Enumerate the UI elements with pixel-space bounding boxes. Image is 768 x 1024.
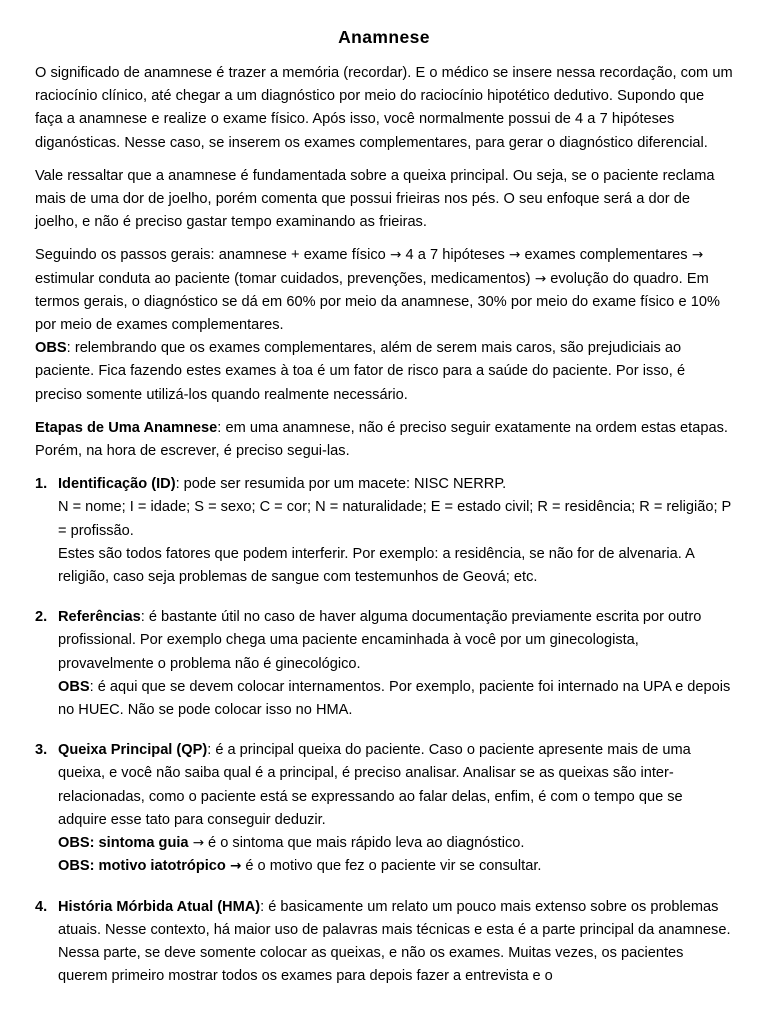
list-item-heading: História Mórbida Atual (HMA) <box>58 898 261 915</box>
page-title: Anamnese <box>338 27 430 47</box>
list-item-number: 1. <box>35 476 48 493</box>
arrow-icon: → <box>691 247 704 264</box>
arrow-icon: → <box>534 270 547 287</box>
paragraph-obs-general <box>35 337 735 407</box>
list-item-heading-line <box>58 473 735 496</box>
obs-label: OBS <box>58 678 90 695</box>
list-item-line: N = nome; I = idade; S = sexo; C = cor; N = naturalidade; E = estado civil; R = residência; R = religião; P = profissão. <box>58 499 732 539</box>
document-body <box>35 62 735 988</box>
steps-part-3: exames complementares <box>520 247 692 264</box>
list-item-heading: Queixa Principal (QP) <box>58 742 208 759</box>
arrow-icon: → <box>508 247 521 264</box>
steps-part-2: 4 a 7 hipóteses <box>401 247 509 264</box>
list-item-number: 3. <box>35 742 48 759</box>
paragraph-queixa-principal: Vale ressaltar que a anamnese é fundamentada sobre a queixa principal. Ou seja, se o paciente reclama mais de uma dor de joelho, porém comenta que possui frieiras nos pés. O seu enfoque será a dor de joelho, e não é preciso gastar tempo examinando as frieiras. <box>35 167 715 231</box>
list-item-heading-rest: : é basicamente um relato um pouco mais extenso sobre os problemas atuais. Nesse contexto, há maior uso de palavras mais técnicas e esta é a parte principal da anamnese. Nessa parte, se deve somente colocar as queixas, e não os exames. Muitas vezes, os pacientes querem primeiro mostrar todos os exames para depois fazer a entrevista e o <box>58 898 731 985</box>
obs-label: OBS <box>35 340 67 357</box>
list-item-obs <box>58 832 735 855</box>
obs-label: OBS <box>58 858 90 875</box>
obs-term: : sintoma guia <box>89 835 189 852</box>
steps-part-4: estimular conduta ao paciente (tomar cuidados, prevenções, medicamentos) <box>35 270 535 287</box>
list-item-heading-line <box>58 606 735 676</box>
list-item-heading-line <box>58 896 735 989</box>
etapas-label: Etapas de Uma Anamnese <box>35 419 218 436</box>
list-item <box>35 606 735 722</box>
list-item <box>35 896 735 989</box>
obs-text: é o motivo que fez o paciente vir se consultar. <box>241 858 542 875</box>
list-item-heading: Identificação (ID) <box>58 476 176 493</box>
list-item-heading-line <box>58 739 735 832</box>
list-item-heading-rest: : é bastante útil no caso de haver alguma documentação previamente escrita por outro profissional. Por exemplo chega uma paciente encaminhada à você por um ginecologista, provavelmente o problema não é ginecológico. <box>58 609 702 672</box>
obs-text: é o sintoma que mais rápido leva ao diagnóstico. <box>204 835 525 852</box>
list-item-obs <box>58 855 735 878</box>
list-item-heading: Referências <box>58 609 141 626</box>
arrow-icon: → <box>229 858 242 875</box>
arrow-icon: → <box>192 835 204 852</box>
list-item-obs <box>58 676 735 722</box>
paragraph-steps-overview <box>35 244 735 337</box>
list-item-heading-rest: : é a principal queixa do paciente. Caso o paciente apresente mais de uma queixa, e você não saiba qual é a principal, é preciso analisar. Analisar se as queixas são inter-relacionadas, como o paciente está se expressando ao falar delas, enfim, é com o tempo que se adquire esse tato para conseguir deduzir. <box>58 742 691 828</box>
steps-part-5: evolução do quadro. Em termos gerais, o diagnóstico se dá em 60% por meio da anamnese, 30% por meio do exame físico e 10% por meio de exames complementares. <box>35 270 720 334</box>
obs-text: : relembrando que os exames complementares, além de serem mais caros, são prejudiciais ao paciente. Fica fazendo estes exames à toa é um fator de risco para a saúde do paciente. Por isso, é preciso somente utilizá-los quando realmente necessário. <box>35 340 686 403</box>
steps-part-1: Seguindo os passos gerais: anamnese + exame físico <box>35 247 390 264</box>
list-item-line: Estes são todos fatores que podem interferir. Por exemplo: a residência, se não for de alvenaria. A religião, caso seja problemas de sangue com testemunhos de Geová; etc. <box>58 545 695 586</box>
list-item-number: 2. <box>35 609 48 626</box>
paragraph-intro: O significado de anamnese é trazer a memória (recordar). E o médico se insere nessa recordação, com um raciocínio clínico, até chegar a um diagnóstico por meio do raciocínio hipotético dedutivo. Supondo que faça a anamnese e realize o exame físico. Após isso, você normalmente possui de 4 a 7 hipóteses diganósticas. Nesse caso, se inserem os exames complementares, para gerar o diagnóstico diferencial. <box>35 65 733 151</box>
obs-term: : motivo iatotrópico <box>89 858 226 875</box>
obs-label: OBS <box>58 835 90 852</box>
list-item <box>35 473 735 589</box>
obs-text: : é aqui que se devem colocar internamentos. Por exemplo, paciente foi internado na UPA e depois no HUEC. Não se pode colocar isso no HMA. <box>58 678 731 719</box>
list-item-number: 4. <box>35 898 48 915</box>
steps-list <box>35 473 735 988</box>
etapas-text: : em uma anamnese, não é preciso seguir exatamente na ordem estas etapas. Porém, na hora de escrever, é preciso segui-las. <box>35 419 728 460</box>
list-item-heading-rest: : pode ser resumida por um macete: NISC NERRP. <box>175 476 507 493</box>
arrow-icon: → <box>389 247 402 264</box>
list-item <box>35 739 735 878</box>
paragraph-etapas-intro <box>35 417 735 463</box>
